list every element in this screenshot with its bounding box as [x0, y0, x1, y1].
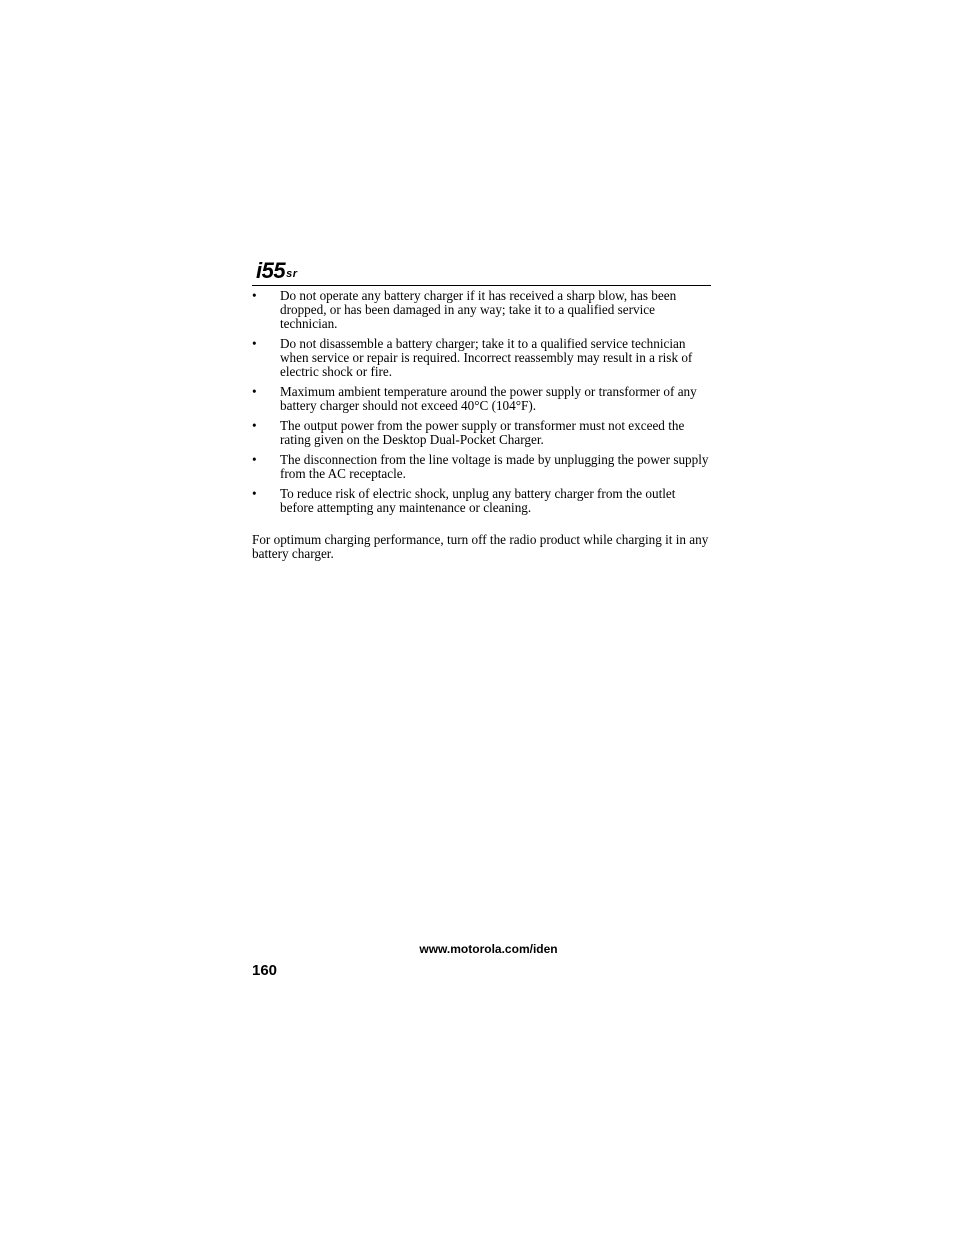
- bullet-marker: •: [252, 418, 257, 433]
- product-logo: [256, 258, 298, 282]
- bullet-marker: •: [252, 486, 257, 501]
- list-item: [252, 385, 710, 413]
- logo-suffix: sr: [286, 268, 298, 280]
- list-item-text: Do not operate any battery charger if it has received a sharp blow, has been dropped, or has been damaged in any way; take it to a qualified service technician.: [280, 288, 677, 331]
- list-item-text: The disconnection from the line voltage is made by unplugging the power supply from the AC receptacle.: [280, 452, 709, 481]
- header-divider: [252, 285, 711, 286]
- logo-model: i55: [256, 258, 286, 283]
- list-item: [252, 453, 710, 481]
- list-item: [252, 419, 710, 447]
- list-item: [252, 337, 710, 379]
- list-item-text: Do not disassemble a battery charger; take it to a qualified service technician when service or repair is required. Incorrect reassembly may result in a risk of electric shock or fire.: [280, 336, 693, 379]
- bullet-marker: •: [252, 384, 257, 399]
- bullet-marker: •: [252, 452, 257, 467]
- safety-bullet-list: [252, 289, 710, 515]
- charging-note-paragraph: For optimum charging performance, turn off the radio product while charging it in any battery charger.: [252, 532, 709, 561]
- page-number: 160: [252, 962, 278, 979]
- list-item-text: The output power from the power supply or transformer must not exceed the rating given on the Desktop Dual-Pocket Charger.: [280, 418, 685, 447]
- bullet-marker: •: [252, 288, 257, 303]
- list-item: [252, 487, 710, 515]
- list-item-text: Maximum ambient temperature around the power supply or transformer of any battery charger should not exceed 40°C (104°F).: [280, 384, 697, 413]
- page-content: [252, 289, 710, 561]
- footer-url: www.motorola.com/iden: [419, 942, 558, 956]
- list-item: [252, 289, 710, 331]
- list-item-text: To reduce risk of electric shock, unplug any battery charger from the outlet before attempting any maintenance or cleaning.: [280, 486, 676, 515]
- bullet-marker: •: [252, 336, 257, 351]
